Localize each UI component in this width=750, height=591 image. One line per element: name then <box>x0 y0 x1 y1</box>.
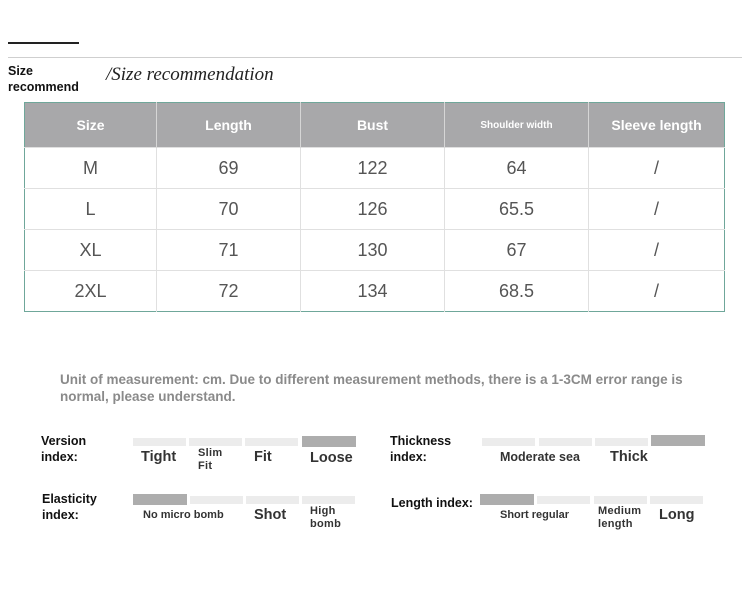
size-recommend-label-line2: recommend <box>8 80 79 94</box>
cell-sleeve-length: / <box>589 230 725 271</box>
elasticity-segment-2 <box>190 496 243 504</box>
thickness-option-moderate-sea: Moderate sea <box>500 450 580 464</box>
size-table <box>24 102 725 312</box>
version-option-loose: Loose <box>310 450 353 466</box>
cell-size: XL <box>25 230 157 271</box>
cell-size: 2XL <box>25 271 157 312</box>
version-segment-fit <box>245 438 298 446</box>
version-segment-loose-selected <box>302 436 356 447</box>
version-segment-slim-fit <box>189 438 242 446</box>
cell-shoulder-width: 65.5 <box>445 189 589 230</box>
thickness-index-label-line1: Thickness <box>390 434 452 448</box>
elasticity-index-label <box>42 491 97 523</box>
length-segment-short-regular-selected <box>480 494 534 505</box>
elasticity-option-no-micro-bomb: No micro bomb <box>143 509 224 521</box>
thickness-option-thick: Thick <box>610 449 648 465</box>
thickness-segment-3 <box>595 438 648 446</box>
cell-bust: 134 <box>301 271 445 312</box>
length-option-medium-length: Medium length <box>598 505 642 530</box>
page-title: /Size recommendation <box>106 64 274 85</box>
cell-shoulder-width: 68.5 <box>445 271 589 312</box>
measurement-note: Unit of measurement: cm. Due to different measurement methods, there is a 1-3CM error range is normal, please understand. <box>60 372 683 404</box>
cell-length: 69 <box>157 148 301 189</box>
length-segment-long <box>650 496 703 504</box>
table-row <box>25 189 725 230</box>
version-index-label <box>41 433 86 465</box>
column-header-sleeve-length: Sleeve length <box>589 103 725 148</box>
length-segment-medium-length <box>594 496 647 504</box>
size-recommend-label-line1: Size <box>8 64 34 78</box>
length-option-long: Long <box>659 507 695 523</box>
thickness-segment-thick-selected <box>651 435 705 446</box>
thickness-segment-2 <box>539 438 592 446</box>
cell-length: 71 <box>157 230 301 271</box>
version-index-label-line1: Version <box>41 434 87 448</box>
cell-sleeve-length: / <box>589 148 725 189</box>
column-header-length: Length <box>157 103 301 148</box>
table-row <box>25 148 725 189</box>
elasticity-option-high-bomb: High bomb <box>310 505 342 530</box>
version-index-label-line2: index: <box>41 450 78 464</box>
cell-length: 70 <box>157 189 301 230</box>
header-divider <box>8 57 742 58</box>
cell-size: M <box>25 148 157 189</box>
column-header-bust: Bust <box>301 103 445 148</box>
cell-length: 72 <box>157 271 301 312</box>
version-option-fit: Fit <box>254 449 272 465</box>
thickness-index-label <box>390 433 451 465</box>
cell-bust: 130 <box>301 230 445 271</box>
cell-sleeve-length: / <box>589 271 725 312</box>
table-row <box>25 271 725 312</box>
cell-sleeve-length: / <box>589 189 725 230</box>
header-accent-bar <box>8 42 79 44</box>
version-segment-tight <box>133 438 186 446</box>
length-index-label: Length index: <box>391 496 473 510</box>
length-segment-2 <box>537 496 590 504</box>
column-header-size: Size <box>25 103 157 148</box>
elasticity-option-shot: Shot <box>254 507 287 523</box>
elasticity-segment-no-micro-bomb-selected <box>133 494 187 505</box>
column-header-shoulder-width: Shoulder width <box>445 103 589 148</box>
version-option-slim-fit: Slim Fit <box>198 447 223 472</box>
elasticity-segment-high-bomb <box>302 496 355 504</box>
version-option-tight: Tight <box>141 449 177 465</box>
cell-shoulder-width: 64 <box>445 148 589 189</box>
cell-bust: 126 <box>301 189 445 230</box>
thickness-index-label-line2: index: <box>390 450 427 464</box>
cell-bust: 122 <box>301 148 445 189</box>
length-option-short-regular: Short regular <box>500 509 570 521</box>
elasticity-segment-shot <box>246 496 299 504</box>
elasticity-index-label-line1: Elasticity <box>42 492 97 506</box>
table-header-row <box>25 103 725 148</box>
thickness-segment-1 <box>482 438 535 446</box>
table-row <box>25 230 725 271</box>
size-recommend-label <box>8 63 79 95</box>
cell-shoulder-width: 67 <box>445 230 589 271</box>
cell-size: L <box>25 189 157 230</box>
elasticity-index-label-line2: index: <box>42 508 79 522</box>
